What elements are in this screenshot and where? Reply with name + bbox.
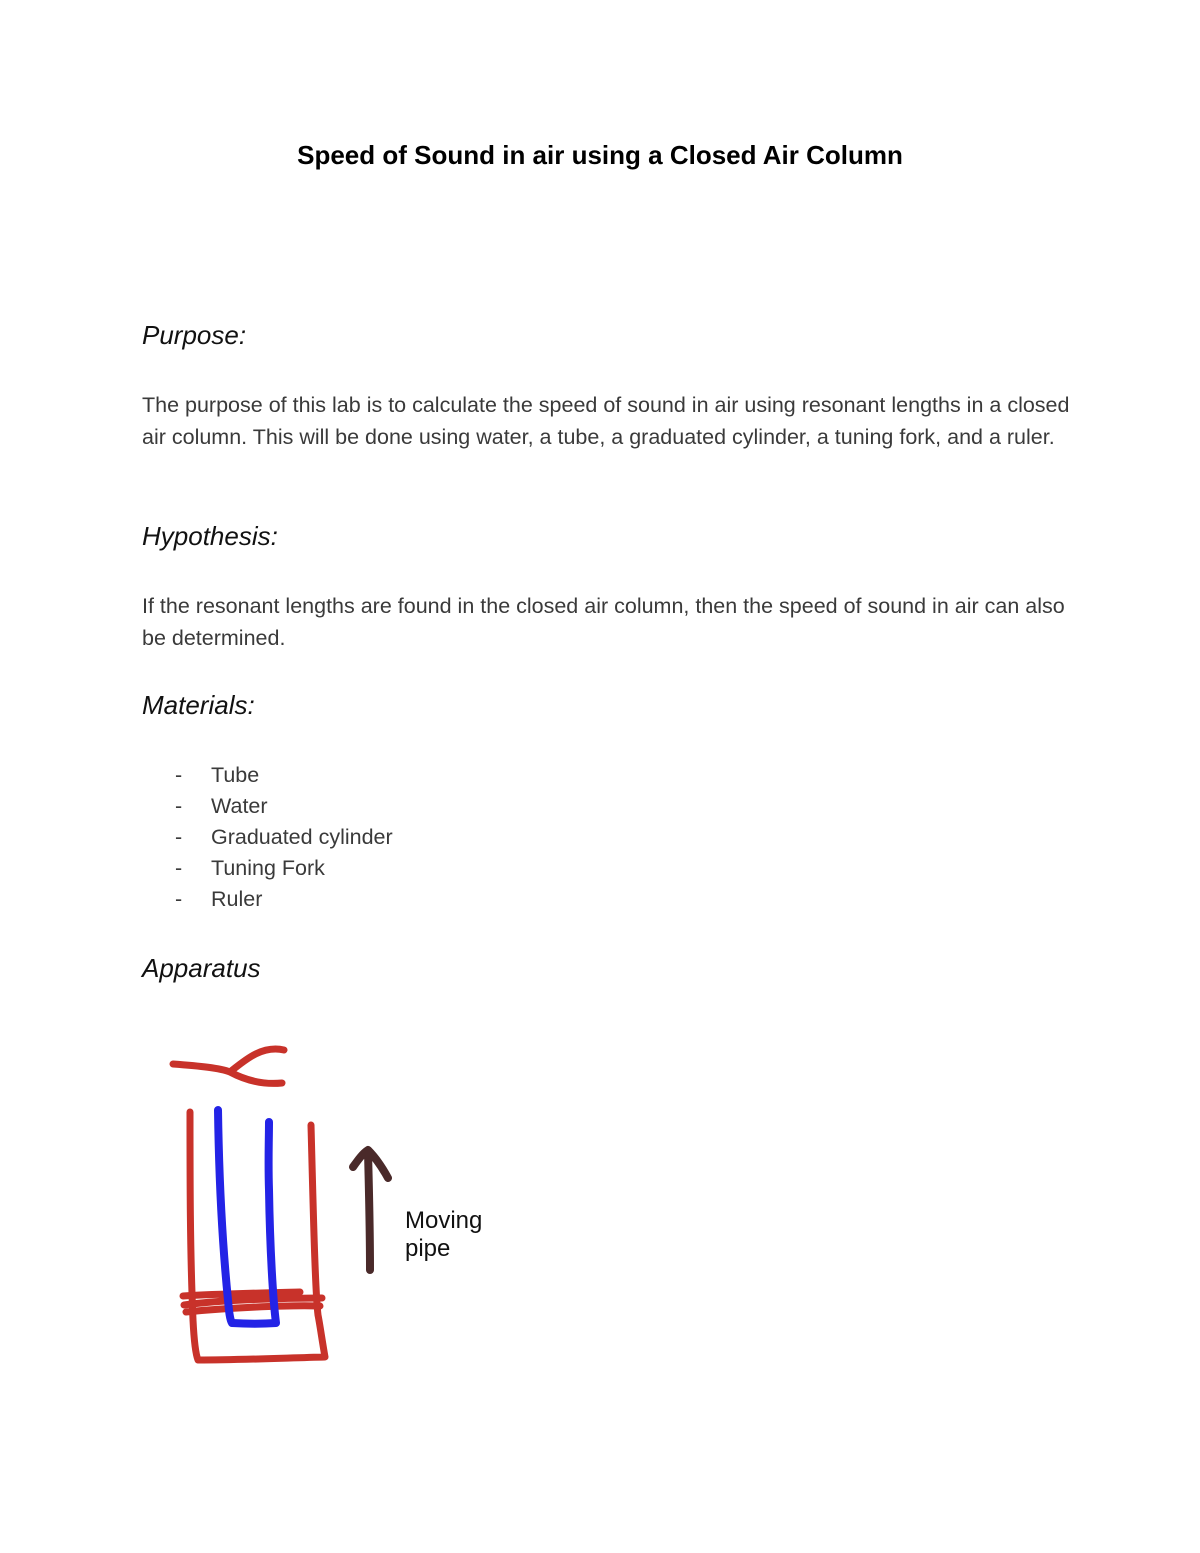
list-bullet: - — [175, 887, 183, 911]
list-item-text: Tuning Fork — [211, 856, 325, 880]
up-arrow-icon — [353, 1150, 388, 1270]
apparatus-diagram — [160, 1030, 520, 1380]
list-bullet: - — [175, 794, 183, 818]
hypothesis-text: If the resonant lengths are found in the closed air column, then the speed of sound in air can also be determined. — [142, 594, 1065, 650]
list-item — [142, 791, 393, 822]
purpose-text: The purpose of this lab is to calculate the speed of sound in air using resonant lengths in a closed air column. This will be done using water, a tube, a graduated cylinder, a tuning fork, and a ruler. — [142, 393, 1070, 449]
purpose-heading: Purpose: — [142, 320, 247, 350]
list-item-text: Graduated cylinder — [211, 825, 393, 849]
list-item — [142, 884, 393, 915]
list-item-text: Water — [211, 794, 268, 818]
list-item — [142, 853, 393, 884]
list-item-text: Ruler — [211, 887, 263, 911]
document-title: Speed of Sound in air using a Closed Air Column — [297, 140, 903, 170]
list-item — [142, 760, 393, 791]
list-bullet: - — [175, 825, 183, 849]
list-item-text: Tube — [211, 763, 260, 787]
moving-pipe-label-line2: pipe — [405, 1235, 451, 1262]
list-bullet: - — [175, 763, 183, 787]
tuning-fork-drawing — [173, 1049, 284, 1083]
water-level-drawing — [183, 1292, 322, 1312]
list-item — [142, 822, 393, 853]
hypothesis-heading: Hypothesis: — [142, 521, 278, 551]
list-bullet: - — [175, 856, 183, 880]
materials-heading: Materials: — [142, 690, 255, 720]
moving-pipe-label-line1: Moving — [405, 1207, 483, 1234]
apparatus-heading: Apparatus — [142, 953, 261, 983]
materials-list — [142, 760, 393, 915]
